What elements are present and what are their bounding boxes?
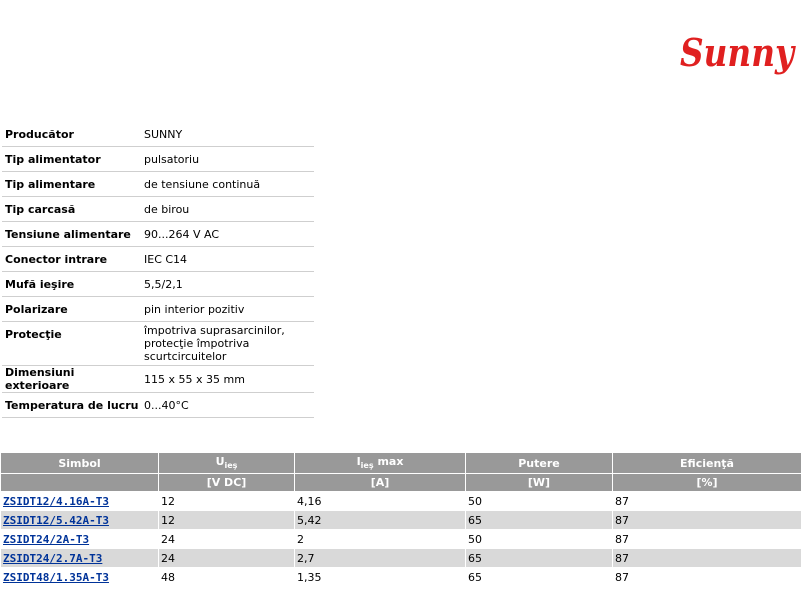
column-header-label: I xyxy=(356,455,361,469)
spec-value-line: pulsatoriu xyxy=(144,152,200,166)
spec-value-line: împotriva suprasarcinilor, xyxy=(144,324,285,337)
spec-value-line: 5,5/2,1 xyxy=(144,277,183,291)
sunny-logo xyxy=(678,28,796,74)
spec-row xyxy=(2,147,314,172)
spec-value xyxy=(141,122,314,147)
model-symbol-cell xyxy=(1,530,159,549)
models-table xyxy=(0,452,802,587)
column-header xyxy=(1,453,159,474)
spec-value xyxy=(141,366,314,393)
spec-label: Dimensiuni exterioare xyxy=(2,366,141,393)
spec-value xyxy=(141,322,314,366)
table-cell: 87 xyxy=(613,511,802,530)
model-symbol-link[interactable]: ZSIDT12/4.16A-T3 xyxy=(3,494,109,508)
spec-row xyxy=(2,247,314,272)
spec-label: Conector intrare xyxy=(2,247,141,272)
spec-label: Protecţie xyxy=(2,322,141,366)
spec-label: Polarizare xyxy=(2,297,141,322)
column-header-label: Eficienţă xyxy=(680,456,734,470)
column-header-label: U xyxy=(215,455,225,469)
table-cell: 2,7 xyxy=(295,549,466,568)
spec-row xyxy=(2,222,314,247)
table-cell: 1,35 xyxy=(295,568,466,587)
table-cell: 12 xyxy=(159,492,295,511)
column-header xyxy=(295,453,466,474)
column-header xyxy=(613,453,802,474)
table-cell: 65 xyxy=(466,549,613,568)
model-symbol-link[interactable]: ZSIDT24/2A-T3 xyxy=(3,532,90,546)
spec-label: Tip alimentare xyxy=(2,172,141,197)
spec-value xyxy=(141,172,314,197)
spec-row xyxy=(2,297,314,322)
column-header-subscript: ieş xyxy=(224,461,238,471)
table-row xyxy=(1,549,802,568)
spec-label: Mufă ieşire xyxy=(2,272,141,297)
column-unit: [A] xyxy=(295,474,466,492)
table-cell: 50 xyxy=(466,530,613,549)
table-cell: 12 xyxy=(159,511,295,530)
table-cell: 87 xyxy=(613,530,802,549)
spec-value xyxy=(141,297,314,322)
table-row xyxy=(1,568,802,587)
spec-label: Tip carcasă xyxy=(2,197,141,222)
model-symbol-link[interactable]: ZSIDT12/5.42A-T3 xyxy=(3,513,109,527)
logo-text: Sunny xyxy=(680,30,797,75)
specs-table xyxy=(2,122,314,418)
spec-label: Temperatura de lucru xyxy=(2,393,141,418)
column-header xyxy=(159,453,295,474)
column-header xyxy=(466,453,613,474)
spec-row xyxy=(2,366,314,393)
spec-value-line: IEC C14 xyxy=(144,252,188,266)
spec-value-line: 115 x 55 x 35 mm xyxy=(144,372,245,386)
table-cell: 87 xyxy=(613,568,802,587)
table-cell: 24 xyxy=(159,549,295,568)
spec-value xyxy=(141,272,314,297)
table-cell: 2 xyxy=(295,530,466,549)
spec-value-line: SUNNY xyxy=(144,127,183,141)
table-row xyxy=(1,511,802,530)
column-header-label: Simbol xyxy=(58,456,101,470)
table-cell: 50 xyxy=(466,492,613,511)
spec-value xyxy=(141,393,314,418)
column-unit: [W] xyxy=(466,474,613,492)
column-header-suffix: max xyxy=(373,455,404,469)
column-header-label: Putere xyxy=(518,456,560,470)
spec-value-line: protecţie împotriva scurtcircuitelor xyxy=(144,337,250,363)
model-symbol-cell xyxy=(1,549,159,568)
model-symbol-link[interactable]: ZSIDT48/1.35A-T3 xyxy=(3,570,109,584)
column-header-subscript: ieş xyxy=(360,461,374,471)
model-symbol-cell xyxy=(1,492,159,511)
spec-value xyxy=(141,247,314,272)
table-cell: 65 xyxy=(466,568,613,587)
spec-value-line: pin interior pozitiv xyxy=(144,302,245,316)
spec-row xyxy=(2,322,314,366)
table-cell: 24 xyxy=(159,530,295,549)
spec-label: Tensiune alimentare xyxy=(2,222,141,247)
column-unit xyxy=(1,474,159,492)
spec-label: Producător xyxy=(2,122,141,147)
table-cell: 48 xyxy=(159,568,295,587)
model-symbol-cell xyxy=(1,511,159,530)
table-cell: 87 xyxy=(613,492,802,511)
spec-value xyxy=(141,222,314,247)
spec-value xyxy=(141,147,314,172)
table-cell: 5,42 xyxy=(295,511,466,530)
table-row xyxy=(1,530,802,549)
table-cell: 4,16 xyxy=(295,492,466,511)
spec-row xyxy=(2,122,314,147)
column-unit: [V DC] xyxy=(159,474,295,492)
spec-row xyxy=(2,172,314,197)
table-cell: 65 xyxy=(466,511,613,530)
column-unit: [%] xyxy=(613,474,802,492)
spec-row xyxy=(2,272,314,297)
spec-value xyxy=(141,197,314,222)
spec-value-line: 0...40°C xyxy=(144,398,189,412)
spec-row xyxy=(2,197,314,222)
spec-label: Tip alimentator xyxy=(2,147,141,172)
table-cell: 87 xyxy=(613,549,802,568)
model-symbol-cell xyxy=(1,568,159,587)
spec-row xyxy=(2,393,314,418)
spec-value-line: de tensiune continuă xyxy=(144,177,261,191)
spec-value-line: 90...264 V AC xyxy=(144,227,220,241)
model-symbol-link[interactable]: ZSIDT24/2.7A-T3 xyxy=(3,551,103,565)
spec-value-line: de birou xyxy=(144,202,190,216)
table-row xyxy=(1,492,802,511)
